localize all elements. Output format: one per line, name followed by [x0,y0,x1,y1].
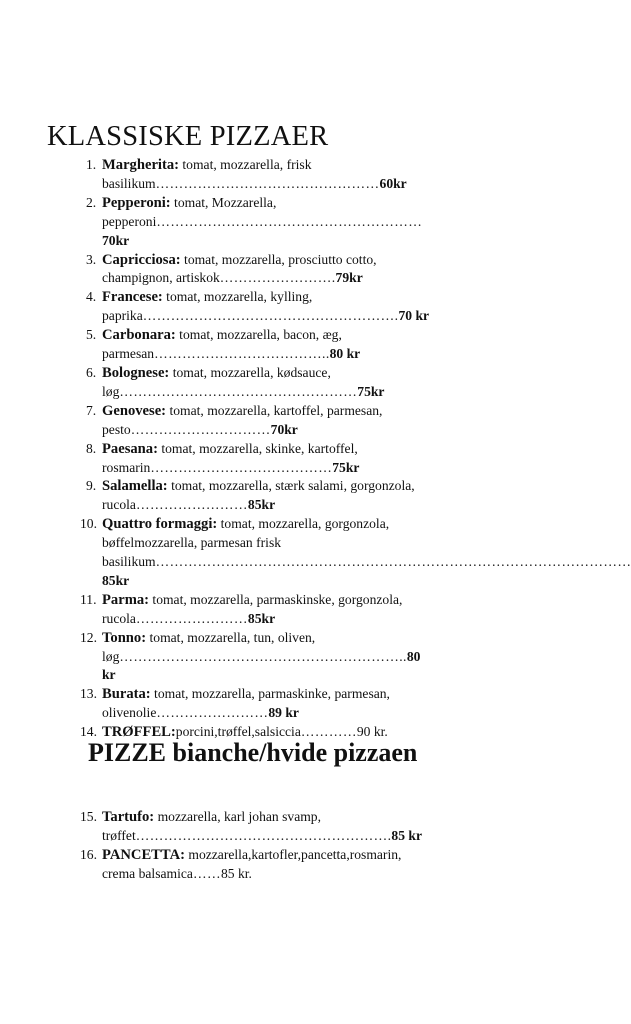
item-number: 12. [80,629,97,645]
item-price: 90 kr. [356,724,388,740]
item-leader-dots: ……………………………….. [154,346,330,362]
item-number: 16. [80,846,97,862]
item-leader-dots: ………………………………………………. [142,308,399,324]
item-description: tomat, mozzarella, stærk salami, gorgonzola, rucola [102,478,415,513]
item-number: 15. [80,809,97,824]
item-name: TRØFFEL: [102,724,176,741]
bianche-list [0,808,474,884]
item-name: Parma: [102,591,150,608]
item-price: 80 kr [329,346,361,362]
item-description: mozzarella,kartofler,pancetta,rosmarin, crema balsamica [102,846,402,881]
item-price: 70kr [102,232,130,248]
menu-item [80,685,432,723]
menu-item [86,251,432,289]
item-name: Margherita: [102,157,179,173]
item-description: tomat, mozzarella, gorgonzola, bøffelmozzarella, parmesan frisk basilikum [102,516,390,570]
menu-item [80,591,432,629]
item-leader-dots: …………………………………………………….. [119,648,407,664]
item-price: 85kr [102,572,130,588]
item-leader-dots: …………………… [135,497,248,513]
item-leader-dots: ………………………………………………. [135,827,392,843]
item-price: 85kr [247,497,276,513]
item-price: 60kr [379,175,407,191]
menu-item [86,288,432,326]
item-name: Paesana: [102,440,158,457]
item-name: Capricciosa: [102,251,181,268]
item-number: 9. [86,478,97,494]
item-price: 85kr [247,610,276,626]
item-price: 89 kr [268,705,299,721]
item-name: Pepperoni: [102,194,171,211]
menu-item [86,326,432,364]
item-description: mozzarella, karl johan svamp, trøffet [102,809,322,843]
item-description: tomat, mozzarella, prosciutto cotto, champignon, artiskok [102,251,377,286]
item-description: tomat, mozzarella, kødsauce, løg [102,364,331,399]
item-number: 14. [80,724,97,740]
item-name: Salamella: [102,478,168,495]
item-number: 11. [80,591,97,607]
item-number: 10. [80,516,97,532]
item-price: 85 kr. [220,865,252,881]
klassiske-list [0,156,631,742]
item-number: 2. [86,194,97,210]
item-description: tomat, mozzarella, skinke, kartoffel, rosmarin [102,440,358,475]
menu-item [86,477,432,515]
item-name: Carbonara: [102,327,176,344]
item-description: tomat, mozzarella, parmaskinske, gorgonzola, rucola [102,591,403,626]
item-description: tomat, mozzarella, kartoffel, parmesan, pesto [102,402,383,437]
item-price: 70 kr [398,308,430,324]
item-leader-dots: …………………………………………… [119,383,358,399]
item-number: 1. [86,157,97,172]
menu-item [86,156,432,194]
item-number: 5. [86,327,97,343]
menu-item [86,194,432,251]
item-name: PANCETTA: [102,846,185,863]
section-title-klassiske: KLASSISKE PIZZAER [47,121,329,152]
menu-item [80,629,432,686]
item-name: Francese: [102,289,163,306]
item-name: Tonno: [102,629,147,646]
item-leader-dots: …………………… [135,610,248,626]
item-leader-dots: ………………………………………………… [156,213,423,229]
item-number: 13. [80,686,97,702]
item-description: tomat, mozzarella, bacon, æg, parmesan [102,327,342,362]
item-leader-dots: ………………………………………… [155,175,380,191]
item-leader-dots: ……………………. [219,270,336,286]
item-price: 80 kr [102,648,421,683]
item-price: 75kr [357,383,385,399]
item-leader-dots: …………………… [156,705,269,721]
item-price: 75kr [332,459,360,475]
item-name: Burata: [102,686,151,703]
item-leader-dots: …… [192,865,221,881]
menu-item [86,364,432,402]
item-name: Genovese: [102,402,167,419]
item-number: 8. [86,440,97,456]
item-name: Tartufo: [102,809,155,825]
menu-item [86,402,432,440]
menu-item [80,515,631,591]
item-price: 70kr [270,421,298,437]
menu-item [80,808,432,846]
item-description: tomat, mozzarella, tun, oliven, løg [102,629,316,664]
item-number: 6. [86,364,97,380]
section-title-bianche: PIZZE bianche/hvide pizzaen [88,738,418,767]
item-description: tomat, mozzarella, kylling, paprika [102,289,313,324]
item-description: tomat, mozzarella, frisk basilikum [102,157,312,191]
item-leader-dots: ………………………………… [150,459,333,475]
item-price: 85 kr [391,827,423,843]
item-leader-dots: ………………………………………………………………………………………… [155,554,631,570]
item-price: 79kr [335,270,363,286]
menu-item [80,846,432,884]
item-name: Quattro formaggi: [102,516,218,533]
item-description: tomat, mozzarella, parmaskinke, parmesan, olivenolie [102,686,390,721]
item-description: tomat, Mozzarella, pepperoni [102,194,277,229]
item-name: Bolognese: [102,364,170,381]
item-leader-dots: ………………………… [130,421,271,437]
item-leader-dots: ………… [300,724,357,740]
menu-item [86,440,432,478]
item-number: 3. [86,251,97,267]
item-description: porcini,trøffel,salsiccia [175,724,301,740]
item-number: 4. [86,289,97,305]
item-number: 7. [86,402,97,418]
